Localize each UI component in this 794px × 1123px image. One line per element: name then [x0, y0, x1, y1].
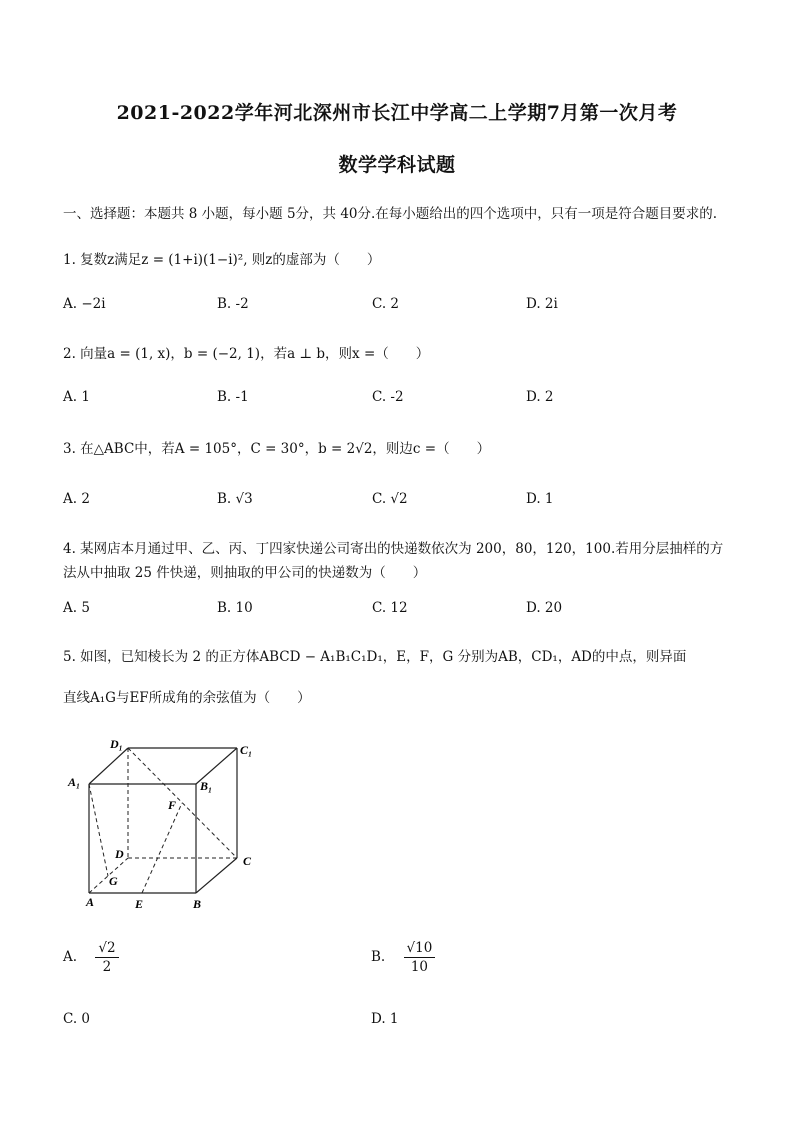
label-b: B — [193, 897, 202, 911]
label-c: C — [243, 854, 252, 868]
section-instruction: 一、选择题：本题共 8 小题，每小题 5分，共 40分.在每小题给出的四个选项中，只有一项是符合题目要求的. — [63, 206, 718, 222]
question-3-option-a: A. 2 — [63, 491, 90, 507]
question-3-option-b: B. √3 — [217, 491, 253, 507]
option-b-denominator: 10 — [410, 959, 428, 975]
question-4-option-b: B. 10 — [217, 600, 253, 616]
question-2-option-a: A. 1 — [63, 389, 90, 405]
question-4-option-c: C. 12 — [372, 600, 408, 616]
question-3-stem: 3. 在△ABC中，若A = 105°，C = 30°，b = 2√2，则边c =（ ） — [63, 441, 491, 457]
question-2-stem: 2. 向量a = (1, x)，b = (−2, 1)，若a ⊥ b，则x =（ ） — [63, 346, 430, 362]
exam-subtitle: 数学学科试题 — [338, 154, 456, 176]
option-b-fraction — [404, 940, 436, 975]
question-1-option-d: D. 2i — [526, 296, 558, 312]
label-b1: B₁ — [200, 779, 213, 793]
label-d: D — [115, 847, 124, 861]
option-a-label: A. — [63, 949, 78, 965]
label-a1: A₁ — [68, 775, 81, 789]
question-5-stem-line2: 直线A₁G与EF所成角的余弦值为（ ） — [63, 690, 311, 706]
label-d1: D₁ — [110, 737, 123, 751]
option-a-denominator: 2 — [102, 959, 112, 975]
question-1-option-c: C. 2 — [372, 296, 400, 312]
question-5-option-d: D. 1 — [371, 1011, 399, 1027]
label-g: G — [109, 874, 118, 888]
label-f: F — [168, 798, 177, 812]
exam-title: 2021-2022学年河北深州市长江中学高二上学期7月第一次月考 — [116, 102, 678, 124]
label-e: E — [135, 897, 144, 911]
question-4-stem-line2: 法从中抽取 25 件快递，则抽取的甲公司的快递数为（ ） — [63, 565, 427, 581]
question-1-stem: 1. 复数z满足z = (1+i)(1−i)², 则z的虚部为（ ） — [63, 252, 381, 268]
question-1-option-a: A. −2i — [63, 296, 106, 312]
label-c1: C₁ — [240, 743, 253, 757]
question-4-stem-line1: 4. 某网店本月通过甲、乙、丙、丁四家快递公司寄出的快递数依次为 200，80，120，100.若用分层抽样的方 — [63, 541, 724, 557]
question-3-option-c: C. √2 — [372, 491, 408, 507]
question-2-option-c: C. -2 — [372, 389, 404, 405]
question-2-option-b: B. -1 — [217, 389, 249, 405]
question-5-stem-line1: 5. 如图，已知棱长为 2 的正方体ABCD − A₁B₁C₁D₁，E，F，G 分别为AB，CD₁，AD的中点，则异面 — [63, 649, 687, 665]
label-a: A — [86, 895, 95, 909]
question-5-option-a — [63, 940, 119, 975]
option-a-fraction — [95, 940, 118, 975]
cube-figure — [62, 734, 272, 914]
option-a-numerator: √2 — [95, 940, 118, 958]
question-5-option-c: C. 0 — [63, 1011, 91, 1027]
question-4-option-d: D. 20 — [526, 600, 563, 616]
question-3-option-d: D. 1 — [526, 491, 554, 507]
option-b-label: B. — [371, 949, 386, 965]
question-2-option-d: D. 2 — [526, 389, 554, 405]
question-4-option-a: A. 5 — [63, 600, 90, 616]
option-b-numerator: √10 — [404, 940, 436, 958]
question-5-option-b — [371, 940, 435, 975]
question-1-option-b: B. -2 — [217, 296, 249, 312]
